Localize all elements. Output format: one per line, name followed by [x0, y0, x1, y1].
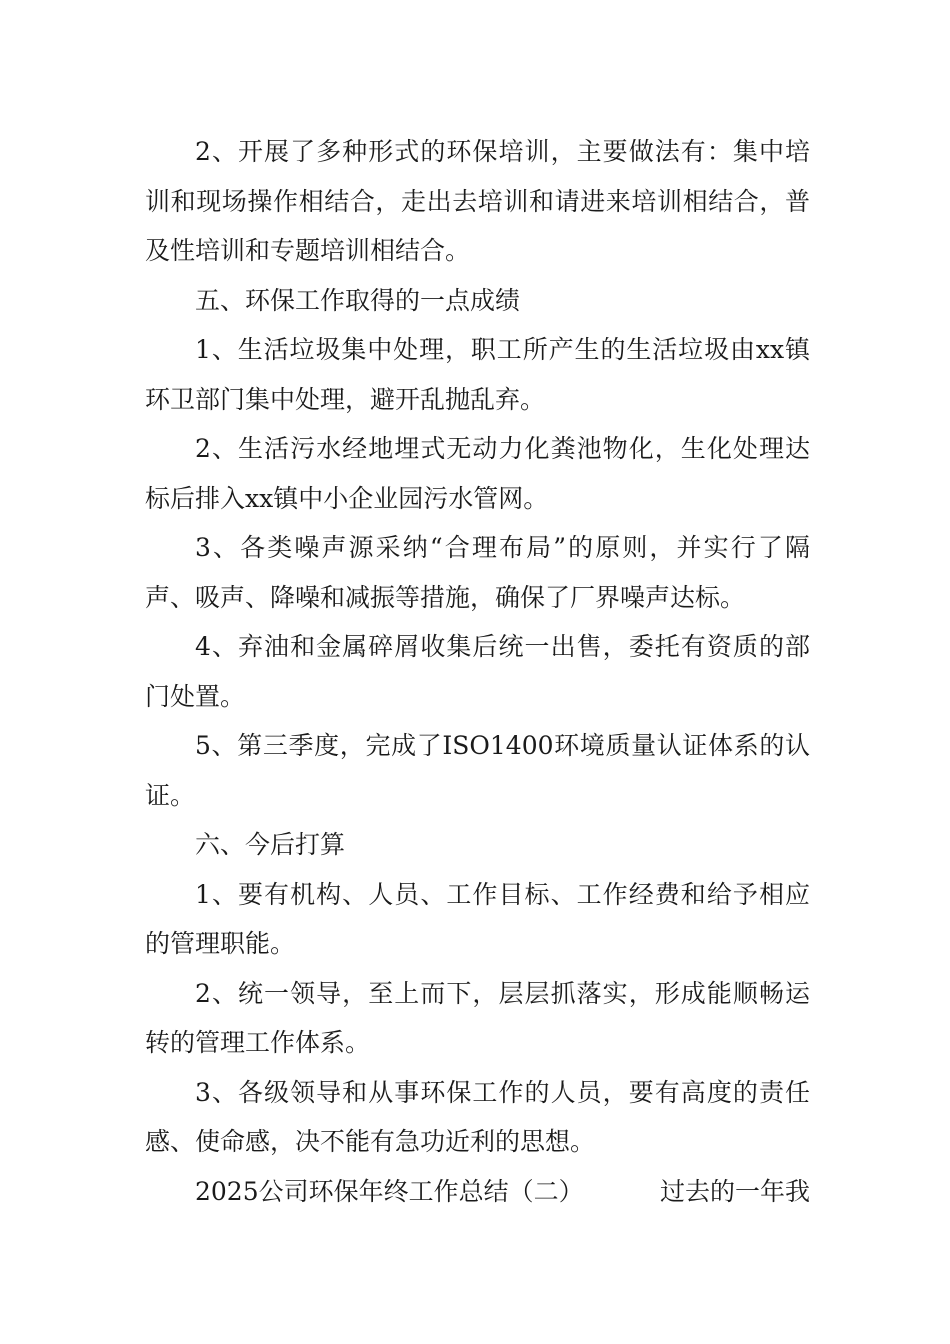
paragraph-iso-certification: 5、第三季度，完成了ISO1400环境质量认证体系的认证。 [145, 731, 810, 810]
paragraph-responsibility: 3、各级领导和从事环保工作的人员，要有高度的责任感、使命感，决不能有急功近利的思想。 [145, 1077, 810, 1156]
paragraph-leadership: 2、统一领导，至上而下，层层抓落实，形成能顺畅运转的管理工作体系。 [145, 978, 810, 1057]
paragraph-garbage-treatment: 1、生活垃圾集中处理，职工所产生的生活垃圾由xx镇环卫部门集中处理，避开乱抛乱弃。 [145, 335, 810, 414]
document-body [145, 127, 810, 1216]
paragraph-waste-oil: 4、弃油和金属碎屑收集后统一出售，委托有资质的部门处置。 [145, 632, 810, 711]
paragraph-training-methods: 2、开展了多种形式的环保培训，主要做法有：集中培训和现场操作相结合，走出去培训和请进来培训相结合，普及性培训和专题培训相结合。 [145, 137, 810, 265]
next-document-opening: 过去的一年我 [659, 1176, 810, 1206]
next-document-title-line [145, 1167, 810, 1217]
paragraph-noise-control: 3、各类噪声源采纳“合理布局”的原则，并实行了隔声、吸声、降噪和减振等措施，确保了厂界噪声达标。 [145, 533, 810, 612]
next-document-title: 2025公司环保年终工作总结（二） [195, 1176, 584, 1206]
paragraph-organization: 1、要有机构、人员、工作目标、工作经费和给予相应的管理职能。 [145, 879, 810, 958]
section-heading-future-plans: 六、今后打算 [195, 830, 346, 859]
section-heading-achievements: 五、环保工作取得的一点成绩 [195, 285, 521, 315]
paragraph-sewage-treatment: 2、生活污水经地埋式无动力化粪池物化，生化处理达标后排入xx镇中小企业园污水管网。 [145, 434, 810, 513]
